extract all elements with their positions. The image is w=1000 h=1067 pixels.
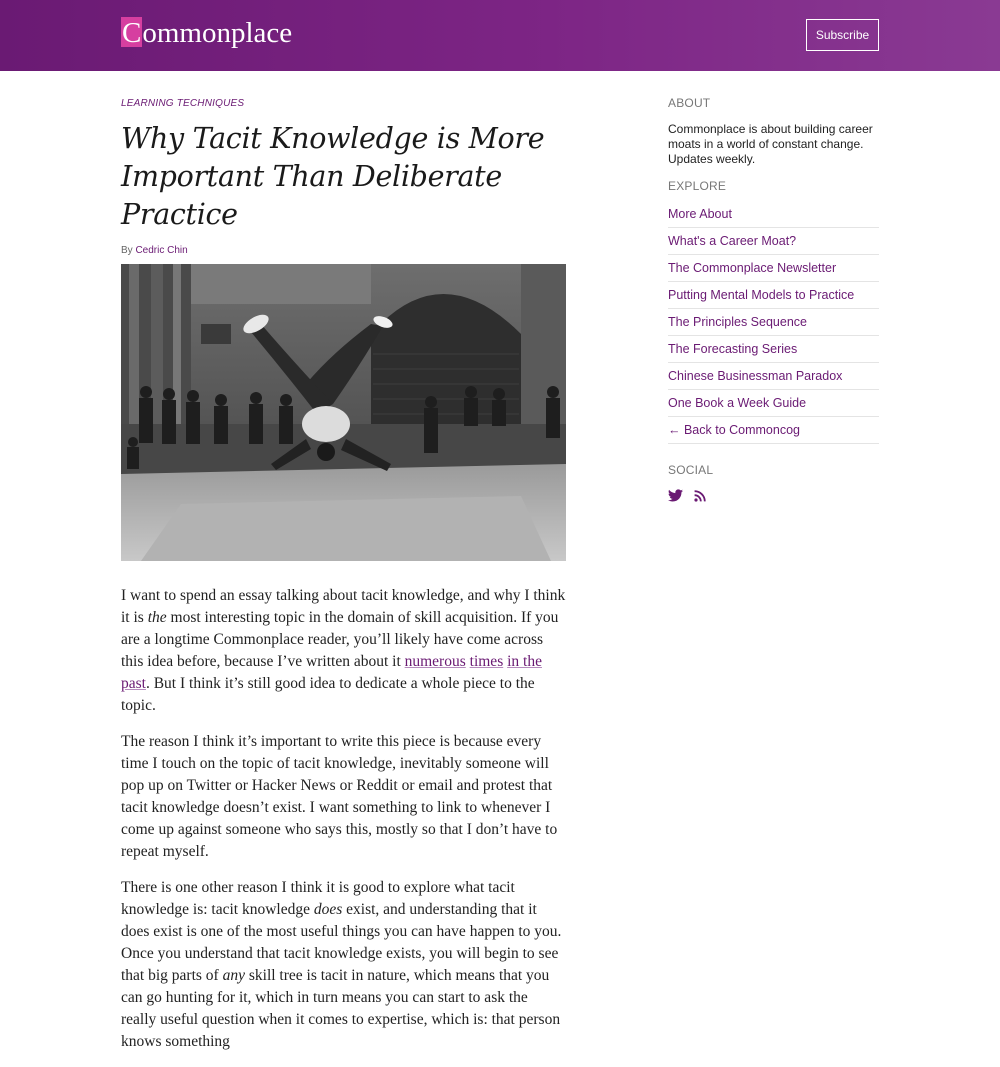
paragraph-3-text-b: exist, and understanding that it does exist is one of the most useful things you can have happen to you. Once you understand that tacit knowledge exists, you will begin to see that big parts of bbox=[121, 901, 562, 984]
explore-link-book-guide[interactable]: One Book a Week Guide bbox=[668, 396, 807, 410]
paragraph-1-text-b: most interesting topic in the domain of skill acquisition. If you are a longtime Commonplace reader, you’ll likely have come across this idea before, because I’ve written about it bbox=[121, 609, 559, 670]
explore-heading: EXPLORE bbox=[668, 179, 727, 193]
sidebar bbox=[668, 96, 879, 505]
byline bbox=[121, 245, 566, 256]
explore-item bbox=[668, 363, 879, 390]
explore-link-principles[interactable]: The Principles Sequence bbox=[668, 315, 807, 329]
explore-link-career-moat[interactable]: What's a Career Moat? bbox=[668, 234, 797, 248]
explore-link-mental-models[interactable]: Putting Mental Models to Practice bbox=[668, 288, 855, 302]
explore-list bbox=[668, 201, 879, 444]
about-text: Commonplace is about building career moats in a world of constant change. Updates weekly. bbox=[668, 122, 873, 166]
explore-link-newsletter[interactable]: The Commonplace Newsletter bbox=[668, 261, 837, 275]
explore-link-more-about[interactable]: More About bbox=[668, 207, 732, 221]
explore-item bbox=[668, 309, 879, 336]
logo-first-letter: C bbox=[122, 17, 142, 49]
paragraph-3-text-c: skill tree is tacit in nature, which means that you can go hunting for it, which in turn means you can start to ask the really useful question when it comes to expertise, which is: that person knows something bbox=[121, 967, 561, 1050]
link-times[interactable]: times bbox=[469, 653, 504, 670]
social-heading: SOCIAL bbox=[668, 463, 714, 477]
explore-item bbox=[668, 228, 879, 255]
link-in-the-past[interactable]: in the past bbox=[121, 653, 542, 692]
paragraph-3-emphasis-1: does bbox=[313, 901, 343, 918]
explore-item bbox=[668, 417, 879, 444]
site-header bbox=[0, 0, 1000, 71]
explore-item bbox=[668, 390, 879, 417]
social-icons bbox=[668, 489, 879, 505]
breakdancer-photo bbox=[121, 264, 566, 561]
twitter-icon[interactable] bbox=[668, 489, 684, 505]
explore-link-forecasting[interactable]: The Forecasting Series bbox=[668, 342, 798, 356]
paragraph-3 bbox=[121, 877, 566, 1053]
byline-prefix: By bbox=[121, 245, 133, 256]
hero-image bbox=[121, 264, 566, 561]
site-logo[interactable] bbox=[121, 17, 292, 49]
explore-item bbox=[668, 282, 879, 309]
explore-item bbox=[668, 336, 879, 363]
paragraph-1-emphasis: the bbox=[147, 609, 167, 626]
article-title: Why Tacit Knowledge is More Important Than Deliberate Practice bbox=[121, 122, 545, 231]
logo-rest: ommonplace bbox=[142, 17, 293, 49]
paragraph-2: The reason I think it’s important to write this piece is because every time I touch on the topic of tacit knowledge, inevitably someone will pop up on Twitter or Hacker News or Reddit or email and protest that tacit knowledge doesn’t exist. I want something to link to whenever I come up against someone who says this, mostly so that I don’t have to repeat myself. bbox=[121, 733, 558, 860]
article bbox=[121, 98, 566, 1067]
paragraph-3-text-a: There is one other reason I think it is good to explore what tacit knowledge is: tacit knowledge bbox=[121, 879, 515, 918]
author-link[interactable]: Cedric Chin bbox=[135, 245, 188, 256]
explore-item bbox=[668, 201, 879, 228]
subscribe-button[interactable]: Subscribe bbox=[806, 19, 879, 51]
explore-item bbox=[668, 255, 879, 282]
article-body bbox=[121, 585, 566, 1053]
paragraph-1-text-a: I want to spend an essay talking about tacit knowledge, and why I think it is bbox=[121, 587, 566, 626]
rss-icon[interactable] bbox=[694, 489, 710, 505]
paragraph-1 bbox=[121, 585, 566, 717]
about-heading: ABOUT bbox=[668, 96, 711, 110]
explore-link-back-commoncog[interactable]: ← Back to Commoncog bbox=[668, 423, 800, 437]
paragraph-1-text-c: . But I think it’s still good idea to dedicate a whole piece to the topic. bbox=[121, 675, 535, 714]
explore-link-businessman-paradox[interactable]: Chinese Businessman Paradox bbox=[668, 369, 843, 383]
article-category[interactable]: LEARNING TECHNIQUES bbox=[121, 98, 245, 109]
link-numerous[interactable]: numerous bbox=[404, 653, 466, 670]
paragraph-3-emphasis-2: any bbox=[222, 967, 245, 984]
